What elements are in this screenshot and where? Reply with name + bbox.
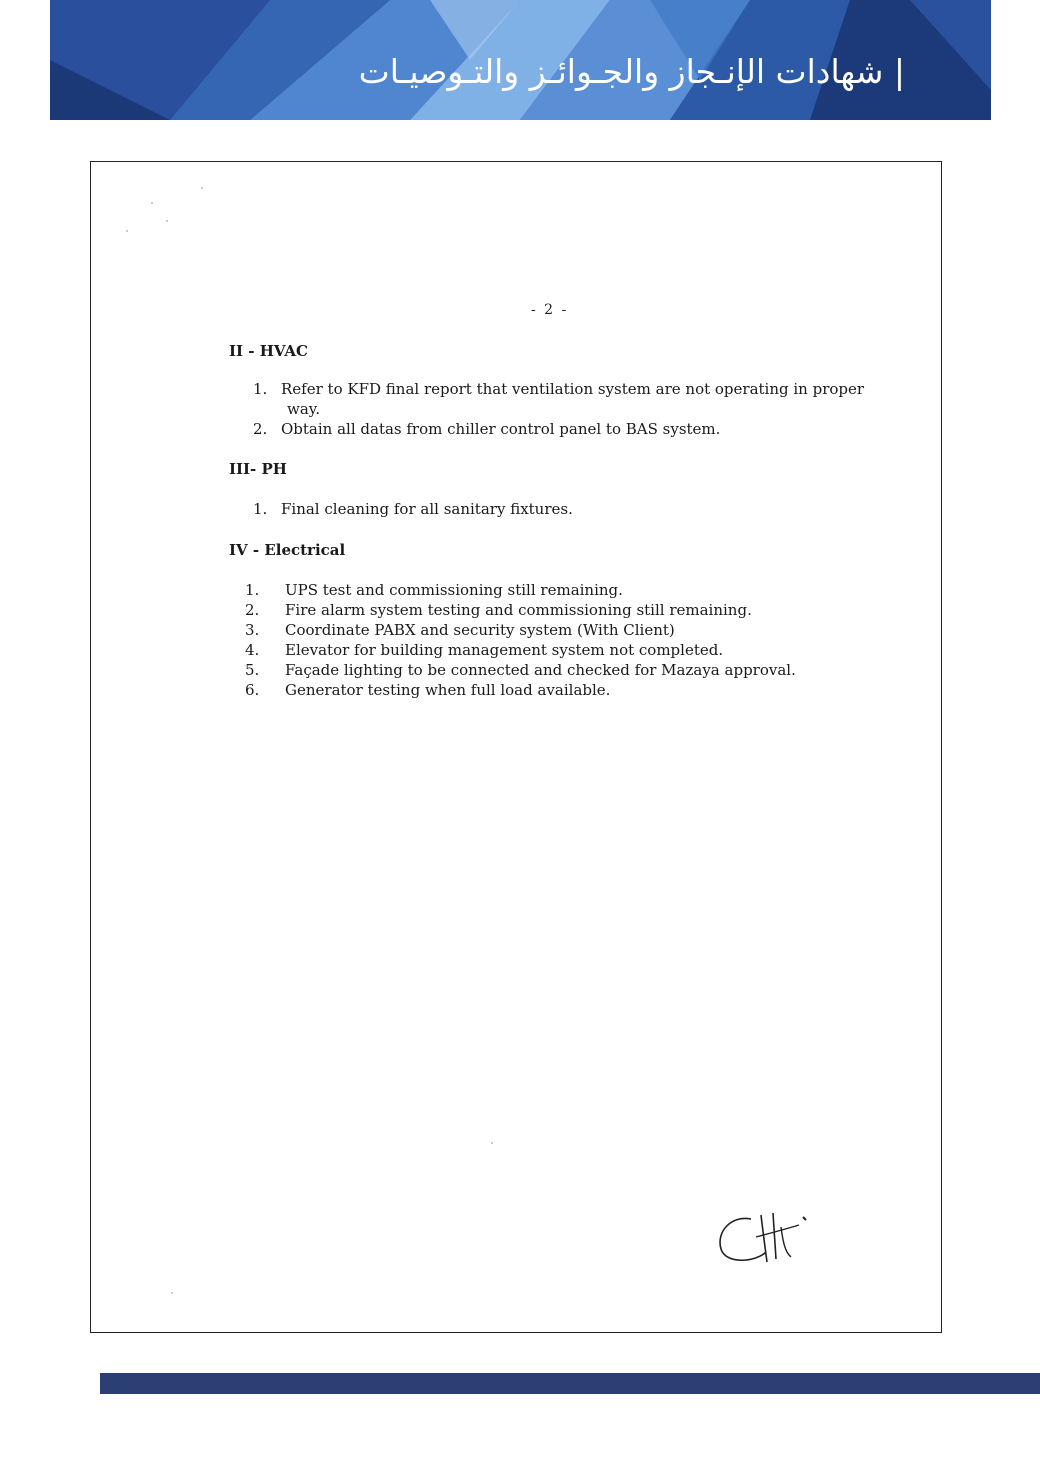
list-number: 1. (253, 500, 268, 518)
list-item-text: Generator testing when full load available. (285, 681, 611, 699)
list-number: 1. (245, 581, 260, 599)
scan-speck (166, 220, 168, 222)
scan-speck (126, 230, 128, 232)
page-number: - 2 - (531, 302, 569, 318)
list-item-text: UPS test and commissioning still remaining. (285, 581, 623, 599)
list-number: 5. (245, 661, 260, 679)
list-number: 4. (245, 641, 260, 659)
document-page (90, 161, 942, 1333)
list-item-text: Elevator for building management system not completed. (285, 641, 724, 659)
list-item-text: Fire alarm system testing and commissioning still remaining. (285, 601, 752, 619)
list-number: 1. (253, 380, 268, 398)
list-number: 2. (253, 420, 268, 438)
list-item-text: Coordinate PABX and security system (With Client) (285, 621, 675, 639)
list-number: 3. (245, 621, 260, 639)
scan-speck (491, 1142, 493, 1144)
scan-speck (201, 187, 203, 189)
section-heading-electrical: IV - Electrical (229, 541, 346, 559)
footer-bar (100, 1373, 1040, 1394)
list-item-text: way. (287, 400, 321, 418)
header-title: | شهادات الإنـجاز والجـوائـز والتـوصيـات (358, 52, 905, 91)
signature-icon (711, 1207, 821, 1267)
section-heading-hvac: II - HVAC (229, 342, 308, 360)
list-number: 6. (245, 681, 260, 699)
section-heading-ph: III- PH (229, 460, 287, 478)
scan-speck (151, 202, 153, 204)
list-number: 2. (245, 601, 260, 619)
list-item-text: Façade lighting to be connected and checked for Mazaya approval. (285, 661, 796, 679)
header-banner (50, 0, 991, 120)
list-item-text: Final cleaning for all sanitary fixtures. (281, 500, 573, 518)
scan-speck (171, 1292, 173, 1294)
list-item-text: Obtain all datas from chiller control panel to BAS system. (281, 420, 721, 438)
list-item-text: Refer to KFD final report that ventilation system are not operating in proper (281, 380, 865, 398)
